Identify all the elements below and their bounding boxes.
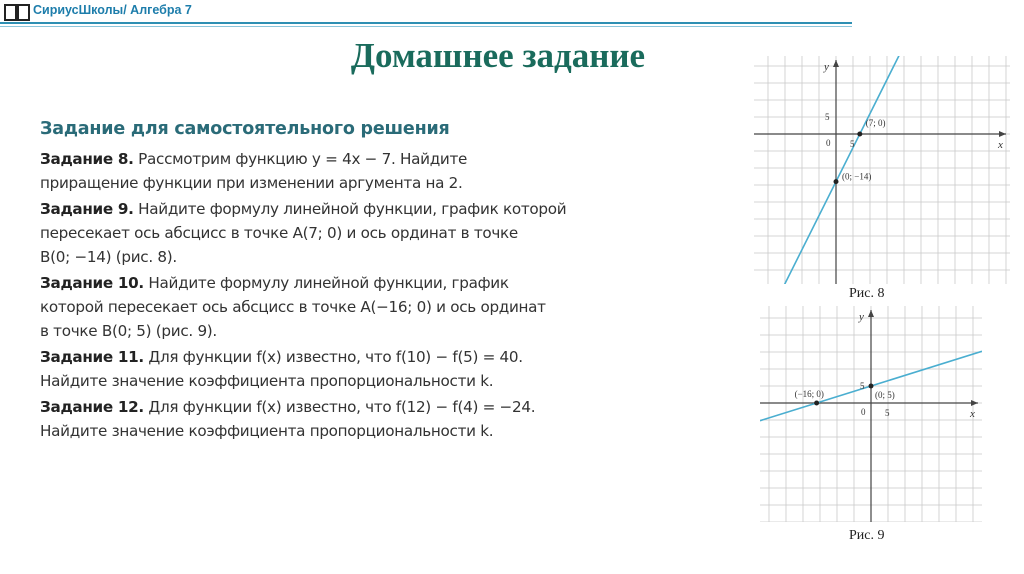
header-rule-thin: [0, 26, 852, 27]
task-text: в точке B(0; 5) (рис. 9).: [40, 322, 217, 340]
book-icon: [4, 2, 30, 22]
task-item: [40, 197, 700, 269]
brand-label: СириусШколы/ Алгебра 7: [33, 3, 192, 17]
section-heading: Задание для самостоятельного решения: [40, 119, 450, 139]
y-axis-arrow: [868, 310, 874, 317]
task-text: Найдите формулу линейной функции, график: [148, 274, 509, 292]
task-item: [40, 345, 700, 393]
slide-header: [0, 0, 860, 30]
point-a: [857, 132, 862, 137]
task-line: [40, 221, 700, 245]
task-label: Задание 12.: [40, 398, 144, 416]
point-a: [814, 401, 819, 406]
y-axis-label: y: [859, 311, 864, 323]
x-tick-label: 5: [885, 408, 890, 418]
y-tick-label: 5: [825, 112, 830, 122]
task-line: [40, 271, 700, 295]
origin-label: 0: [826, 138, 831, 148]
task-text: которой пересекает ось абсцисс в точке A(−16; 0) и ось ординат: [40, 298, 546, 316]
task-text: Найдите значение коэффициента пропорциональности k.: [40, 422, 494, 440]
task-text: Найдите значение коэффициента пропорциональности k.: [40, 372, 494, 390]
task-list: [40, 119, 700, 445]
task-line: [40, 295, 700, 319]
graph-fig-8: [754, 56, 1010, 284]
task-label: Задание 11.: [40, 348, 144, 366]
y-axis-label: y: [824, 61, 829, 73]
task-line: [40, 245, 700, 269]
page-title: Домашнее задание: [350, 36, 646, 75]
point-b: [869, 384, 874, 389]
header-rule: [0, 22, 852, 24]
point-b-label: (0; −14): [842, 171, 872, 182]
graph-fig-9: [760, 306, 982, 522]
point-b: [834, 179, 839, 184]
task-text: Для функции f(x) известно, что f(12) − f(4) = −24.: [148, 398, 536, 416]
task-line: [40, 171, 700, 195]
y-tick-label: 5: [860, 381, 865, 391]
x-tick-label: 5: [850, 139, 855, 149]
x-axis-arrow: [999, 131, 1006, 137]
task-text: Рассмотрим функцию y = 4x − 7. Найдите: [138, 150, 468, 168]
x-axis-label: x: [998, 139, 1003, 151]
fig-8-caption: Рис. 8: [849, 286, 885, 301]
task-label: Задание 9.: [40, 200, 134, 218]
task-line: [40, 419, 700, 443]
point-a-label: (7; 0): [865, 118, 886, 128]
task-text: Найдите формулу линейной функции, график которой: [138, 200, 567, 218]
task-item: [40, 271, 700, 343]
task-line: [40, 197, 700, 221]
task-line: [40, 395, 700, 419]
x-axis-label: x: [970, 408, 975, 420]
point-b-label: (0; 5): [875, 390, 895, 400]
origin-label: 0: [861, 407, 866, 417]
task-line: [40, 319, 700, 343]
task-item: [40, 147, 700, 195]
task-text: Для функции f(x) известно, что f(10) − f(5) = 40.: [148, 348, 523, 366]
task-line: [40, 369, 700, 393]
task-label: Задание 10.: [40, 274, 144, 292]
y-axis-arrow: [833, 60, 839, 67]
task-item: [40, 395, 700, 443]
point-a-label: (−16; 0): [794, 389, 824, 399]
task-line: [40, 147, 700, 171]
function-line: [754, 56, 1010, 284]
task-text: пересекает ось абсцисс в точке A(7; 0) и ось ординат в точке: [40, 224, 518, 242]
fig-9-caption: Рис. 9: [849, 528, 885, 543]
task-text: приращение функции при изменении аргумента на 2.: [40, 174, 463, 192]
task-line: [40, 345, 700, 369]
x-axis-arrow: [971, 400, 978, 406]
task-label: Задание 8.: [40, 150, 134, 168]
task-text: B(0; −14) (рис. 8).: [40, 248, 177, 266]
